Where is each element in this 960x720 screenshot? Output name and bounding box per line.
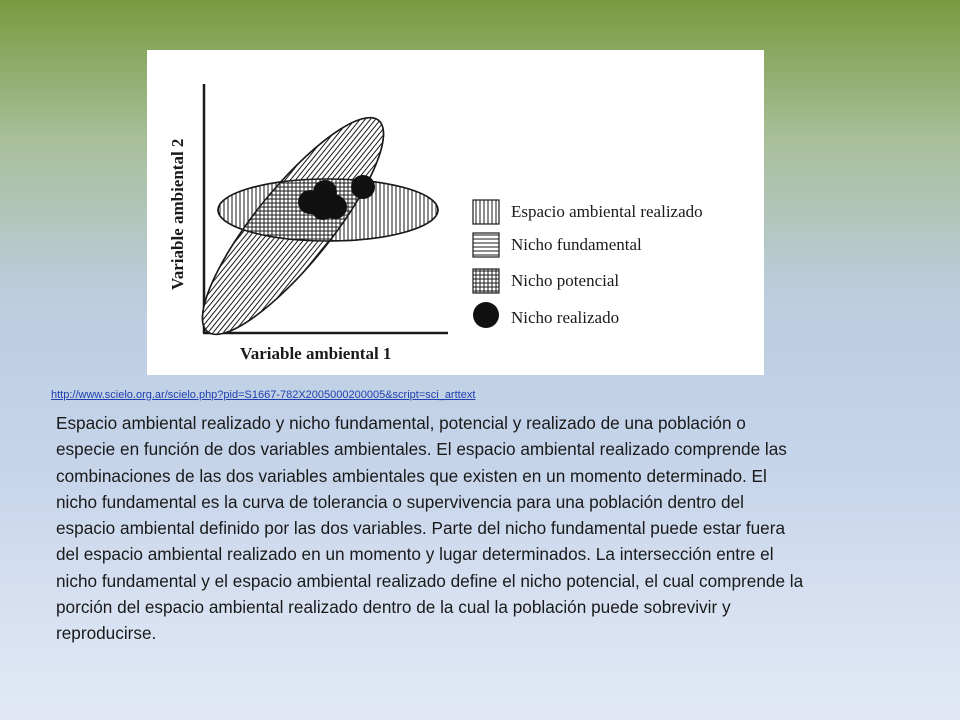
legend-label-realized-space: Espacio ambiental realizado bbox=[511, 202, 703, 221]
niche-diagram-svg bbox=[147, 50, 764, 375]
x-axis-label: Variable ambiental 1 bbox=[240, 344, 392, 363]
legend bbox=[473, 200, 703, 328]
caption-line: reproducirse. bbox=[56, 623, 157, 644]
legend-swatch-horizontal-lines bbox=[473, 233, 499, 257]
realized-niche-dot bbox=[323, 195, 347, 219]
caption-line: combinaciones de las dos variables ambientales que existen en un momento determinado. El bbox=[56, 465, 767, 486]
figure-caption bbox=[56, 410, 916, 647]
legend-swatch-vertical-lines bbox=[473, 200, 499, 224]
caption-line: espacio ambiental definido por las dos variables. Parte del nicho fundamental puede estar fuera bbox=[56, 518, 786, 539]
legend-label-potential-niche: Nicho potencial bbox=[511, 271, 620, 290]
niche-diagram bbox=[147, 50, 764, 375]
legend-swatch-solid-dot bbox=[473, 302, 499, 328]
caption-line: Espacio ambiental realizado y nicho fundamental, potencial y realizado de una población o bbox=[56, 413, 746, 433]
caption-line: especie en función de dos variables ambientales. El espacio ambiental realizado comprende las bbox=[56, 439, 787, 460]
caption-line: del espacio ambiental realizado en un momento y lugar determinados. La intersección entre el bbox=[56, 544, 774, 565]
legend-swatch-grid bbox=[473, 269, 499, 293]
source-link[interactable]: http://www.scielo.org.ar/scielo.php?pid=S1667-782X2005000200005&script=sci_arttext bbox=[51, 389, 476, 401]
legend-label-realized-niche: Nicho realizado bbox=[511, 308, 620, 327]
caption-line: nicho fundamental y el espacio ambiental realizado define el nicho potencial, el cual comprende la bbox=[56, 570, 804, 591]
caption-line: nicho fundamental es la curva de tolerancia o supervivencia para una población dentro del bbox=[56, 491, 744, 512]
y-axis-label: Variable ambiental 2 bbox=[168, 138, 187, 290]
caption-line: porción del espacio ambiental realizado dentro de la cual la población puede sobrevivir y bbox=[56, 597, 731, 618]
realized-niche-dot bbox=[351, 175, 375, 199]
legend-label-fundamental-niche: Nicho fundamental bbox=[511, 235, 642, 254]
